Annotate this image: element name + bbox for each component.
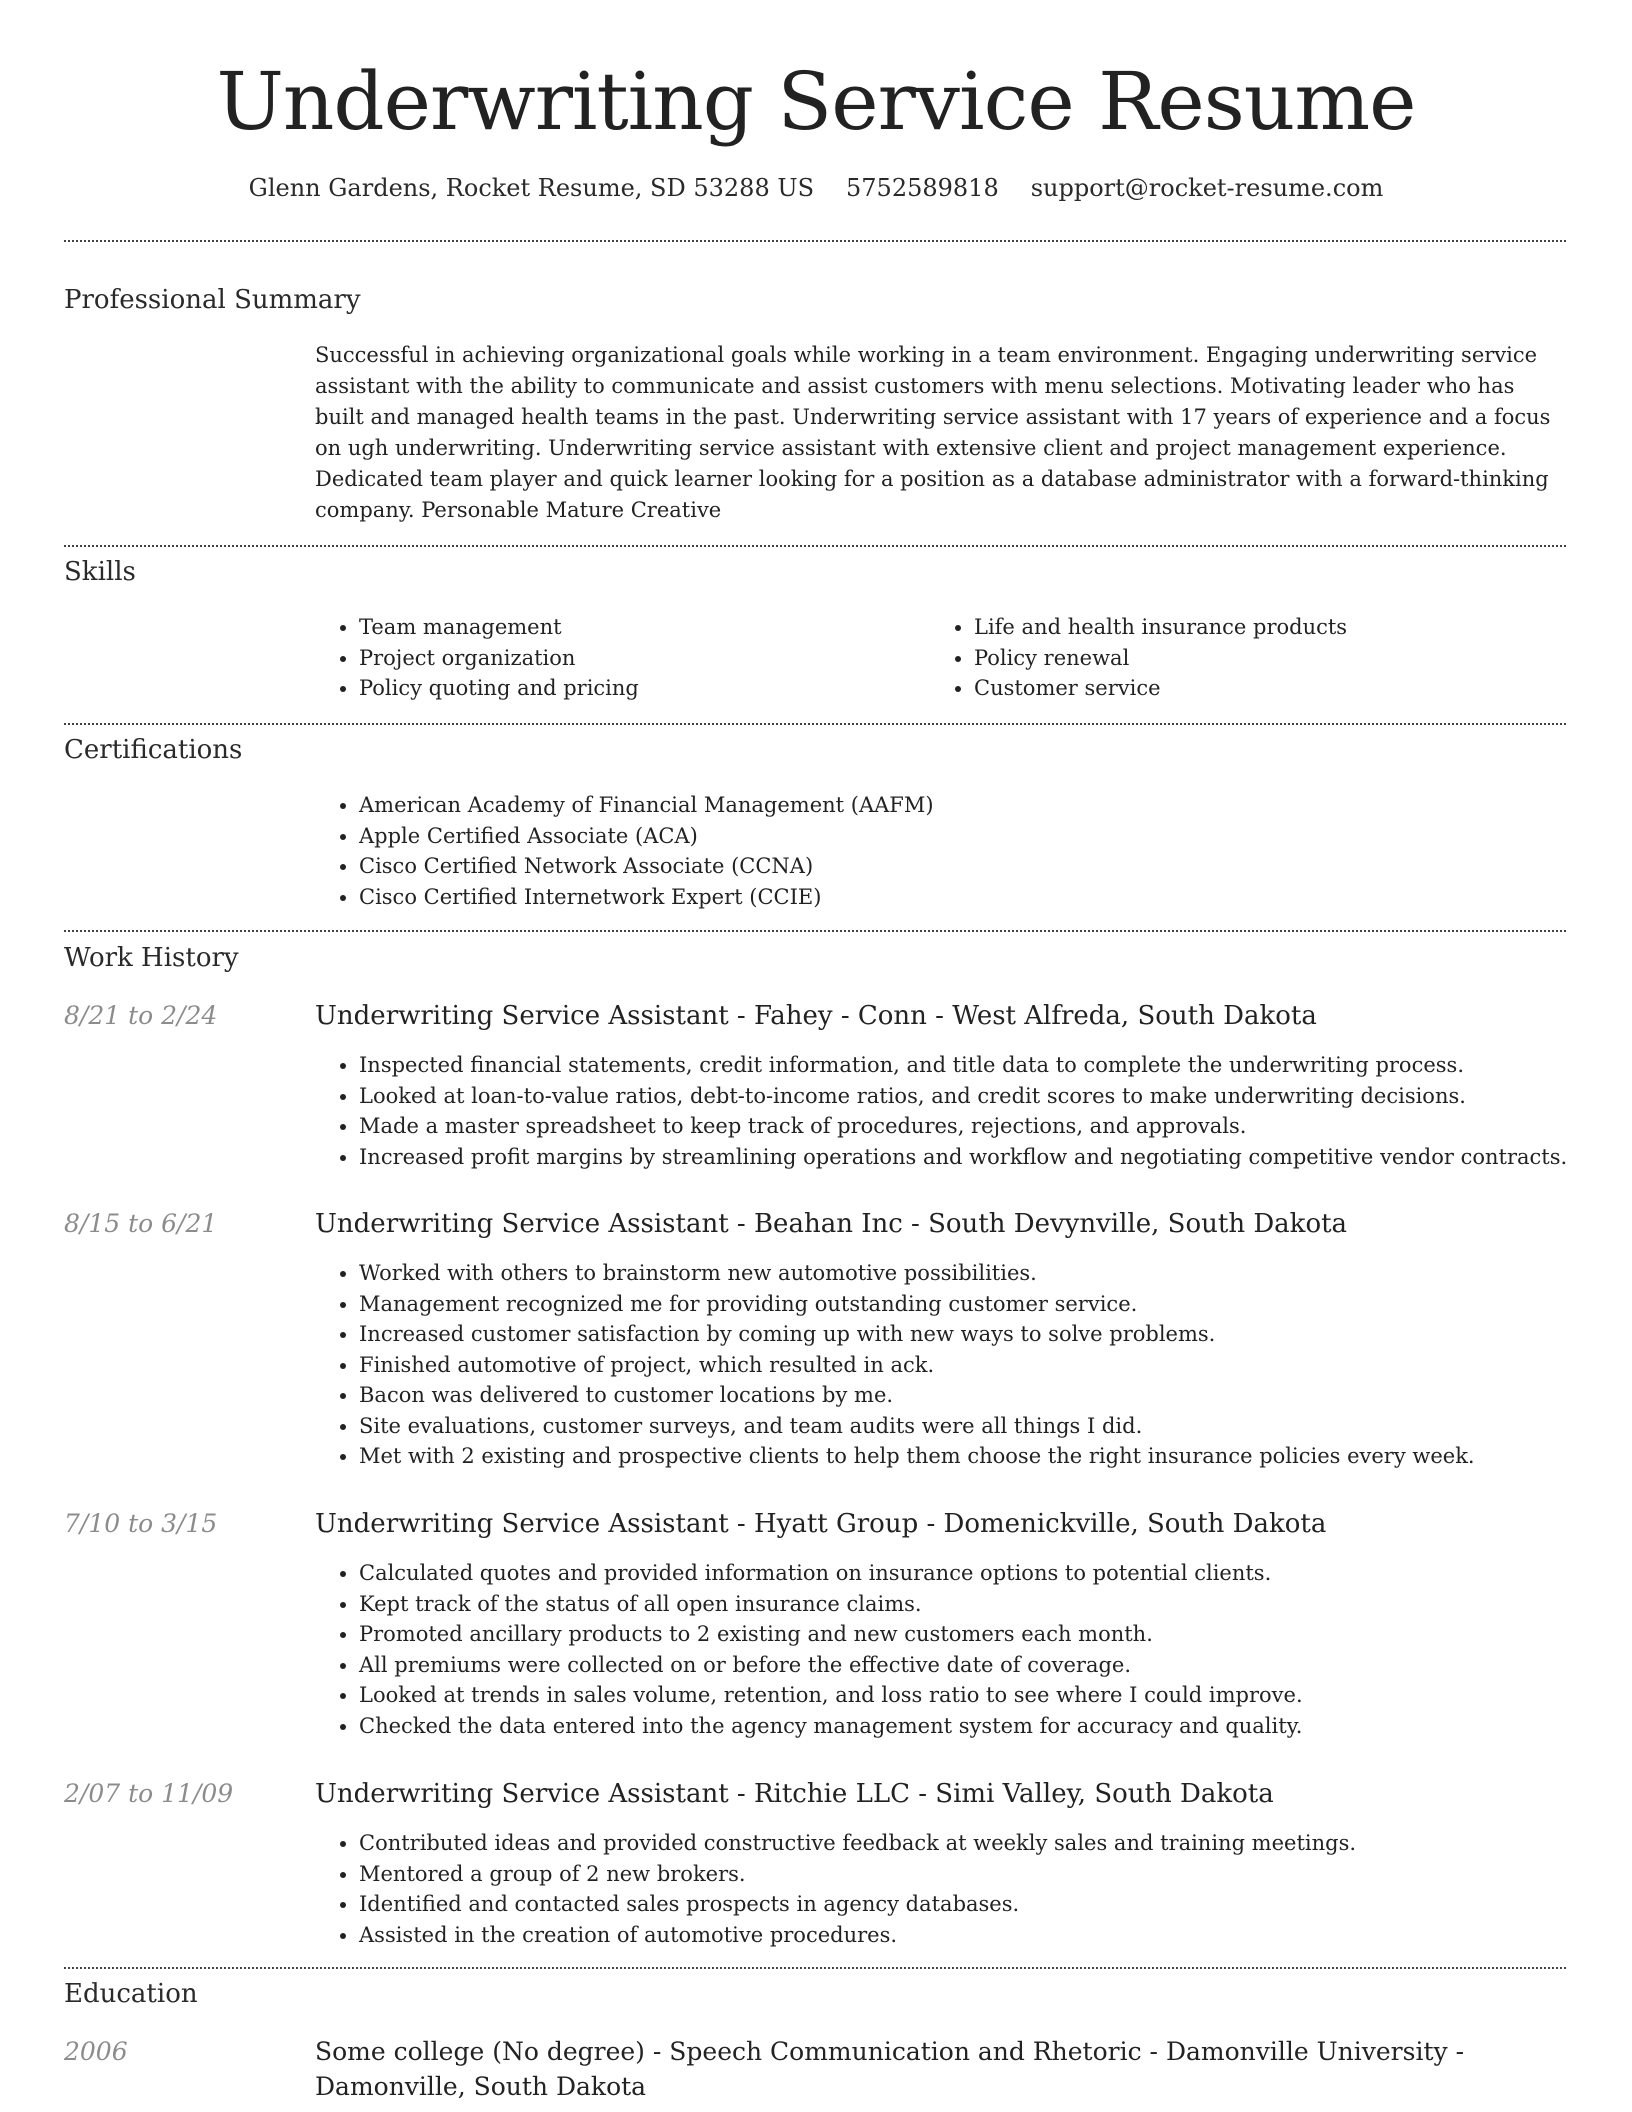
contact-email: support@rocket-resume.com bbox=[1030, 174, 1384, 202]
job-bullet: • Met with 2 existing and prospective clients to help them choose the right insurance policies every week. bbox=[359, 1441, 1609, 1472]
job-bullet: • Promoted ancillary products to 2 existing and new customers each month. bbox=[359, 1619, 1609, 1650]
job-bullet: • Management recognized me for providing outstanding customer service. bbox=[359, 1289, 1609, 1320]
job-bullet: • Worked with others to brainstorm new automotive possibilities. bbox=[359, 1258, 1609, 1289]
job-bullet: • Site evaluations, customer surveys, and team audits were all things I did. bbox=[359, 1411, 1609, 1442]
job-title: Underwriting Service Assistant - Hyatt Group - Domenickville, South Dakota bbox=[315, 1509, 1327, 1539]
job-bullet: • Looked at loan-to-value ratios, debt-to-income ratios, and credit scores to make underwriting decisions. bbox=[359, 1081, 1609, 1112]
certifications-list bbox=[315, 790, 1559, 912]
job-title: Underwriting Service Assistant - Fahey - Conn - West Alfreda, South Dakota bbox=[315, 1001, 1317, 1031]
skill-item: • Policy quoting and pricing bbox=[359, 673, 919, 704]
education-title: Some college (No degree) - Speech Communication and Rhetoric - Damonville University - Damonville, South Dakota bbox=[315, 2037, 1465, 2101]
job-bullets bbox=[315, 1558, 1609, 1741]
resume-title: Underwriting Service Resume bbox=[216, 55, 1416, 148]
certification-item: • Apple Certified Associate (ACA) bbox=[359, 821, 1559, 852]
job-dates: 8/21 to 2/24 bbox=[64, 1001, 218, 1030]
skill-item: • Team management bbox=[359, 612, 919, 643]
section-divider bbox=[64, 930, 1566, 932]
job-dates: 8/15 to 6/21 bbox=[64, 1209, 218, 1238]
job-dates: 7/10 to 3/15 bbox=[64, 1509, 218, 1538]
skills-list-right bbox=[930, 612, 1594, 704]
job-bullet: • Kept track of the status of all open insurance claims. bbox=[359, 1589, 1609, 1620]
summary-heading: Professional Summary bbox=[64, 285, 361, 315]
section-divider bbox=[64, 545, 1566, 547]
job-bullets bbox=[315, 1828, 1609, 1950]
job-bullet: • Increased customer satisfaction by coming up with new ways to solve problems. bbox=[359, 1319, 1609, 1350]
skill-item: • Policy renewal bbox=[974, 643, 1594, 674]
job-bullet: • Inspected financial statements, credit information, and title data to complete the underwriting process. bbox=[359, 1050, 1609, 1081]
job-bullet: • Identified and contacted sales prospects in agency databases. bbox=[359, 1889, 1609, 1920]
education-heading: Education bbox=[64, 1979, 198, 2009]
contact-phone: 5752589818 bbox=[846, 174, 999, 202]
job-bullet: • Mentored a group of 2 new brokers. bbox=[359, 1859, 1609, 1890]
section-divider bbox=[64, 723, 1566, 725]
job-bullet: • Assisted in the creation of automotive procedures. bbox=[359, 1920, 1609, 1951]
job-bullet: • Finished automotive of project, which resulted in ack. bbox=[359, 1350, 1609, 1381]
certification-item: • Cisco Certified Internetwork Expert (CCIE) bbox=[359, 882, 1559, 913]
skill-item: • Customer service bbox=[974, 673, 1594, 704]
job-bullet: • Checked the data entered into the agency management system for accuracy and quality. bbox=[359, 1711, 1609, 1742]
certification-item: • Cisco Certified Network Associate (CCNA) bbox=[359, 851, 1559, 882]
education-year: 2006 bbox=[64, 2037, 128, 2066]
job-bullet: • Looked at trends in sales volume, retention, and loss ratio to see where I could improve. bbox=[359, 1680, 1609, 1711]
contact-line bbox=[0, 168, 1632, 208]
skill-item: • Life and health insurance products bbox=[974, 612, 1594, 643]
section-divider bbox=[64, 1967, 1566, 1969]
job-bullets bbox=[315, 1258, 1609, 1472]
certification-item: • American Academy of Financial Management (AAFM) bbox=[359, 790, 1559, 821]
certifications-heading: Certifications bbox=[64, 735, 243, 765]
job-bullet: • All premiums were collected on or before the effective date of coverage. bbox=[359, 1650, 1609, 1681]
job-title: Underwriting Service Assistant - Ritchie LLC - Simi Valley, South Dakota bbox=[315, 1779, 1274, 1809]
job-title: Underwriting Service Assistant - Beahan Inc - South Devynville, South Dakota bbox=[315, 1209, 1348, 1239]
section-divider bbox=[64, 240, 1566, 242]
skills-heading: Skills bbox=[64, 557, 136, 587]
skills-list-left bbox=[315, 612, 919, 704]
work-history-heading: Work History bbox=[64, 943, 239, 973]
job-bullet: • Calculated quotes and provided information on insurance options to potential clients. bbox=[359, 1558, 1609, 1589]
summary-text: Successful in achieving organizational goals while working in a team environment. Engaging underwriting service assistant with the ability to communicate and assist customers with menu selections. Motivating leader who has built and managed health teams in the past. Underwriting service assistant with 17 years of experience and a focus on ugh underwriting. Underwriting service assistant with extensive client and project management experience. Dedicated team player and quick learner looking for a position as a database administrator with a forward-thinking company. Personable Mature Creative bbox=[315, 343, 1551, 522]
job-bullet: • Contributed ideas and provided constructive feedback at weekly sales and training meetings. bbox=[359, 1828, 1609, 1859]
skill-item: • Project organization bbox=[359, 643, 919, 674]
job-dates: 2/07 to 11/09 bbox=[64, 1779, 234, 1808]
contact-address: Glenn Gardens, Rocket Resume, SD 53288 US bbox=[248, 174, 815, 202]
job-bullet: • Bacon was delivered to customer locations by me. bbox=[359, 1380, 1609, 1411]
job-bullet: • Made a master spreadsheet to keep track of procedures, rejections, and approvals. bbox=[359, 1111, 1609, 1142]
job-bullets bbox=[315, 1050, 1609, 1172]
job-bullet: • Increased profit margins by streamlining operations and workflow and negotiating competitive vendor contracts. bbox=[359, 1142, 1609, 1173]
